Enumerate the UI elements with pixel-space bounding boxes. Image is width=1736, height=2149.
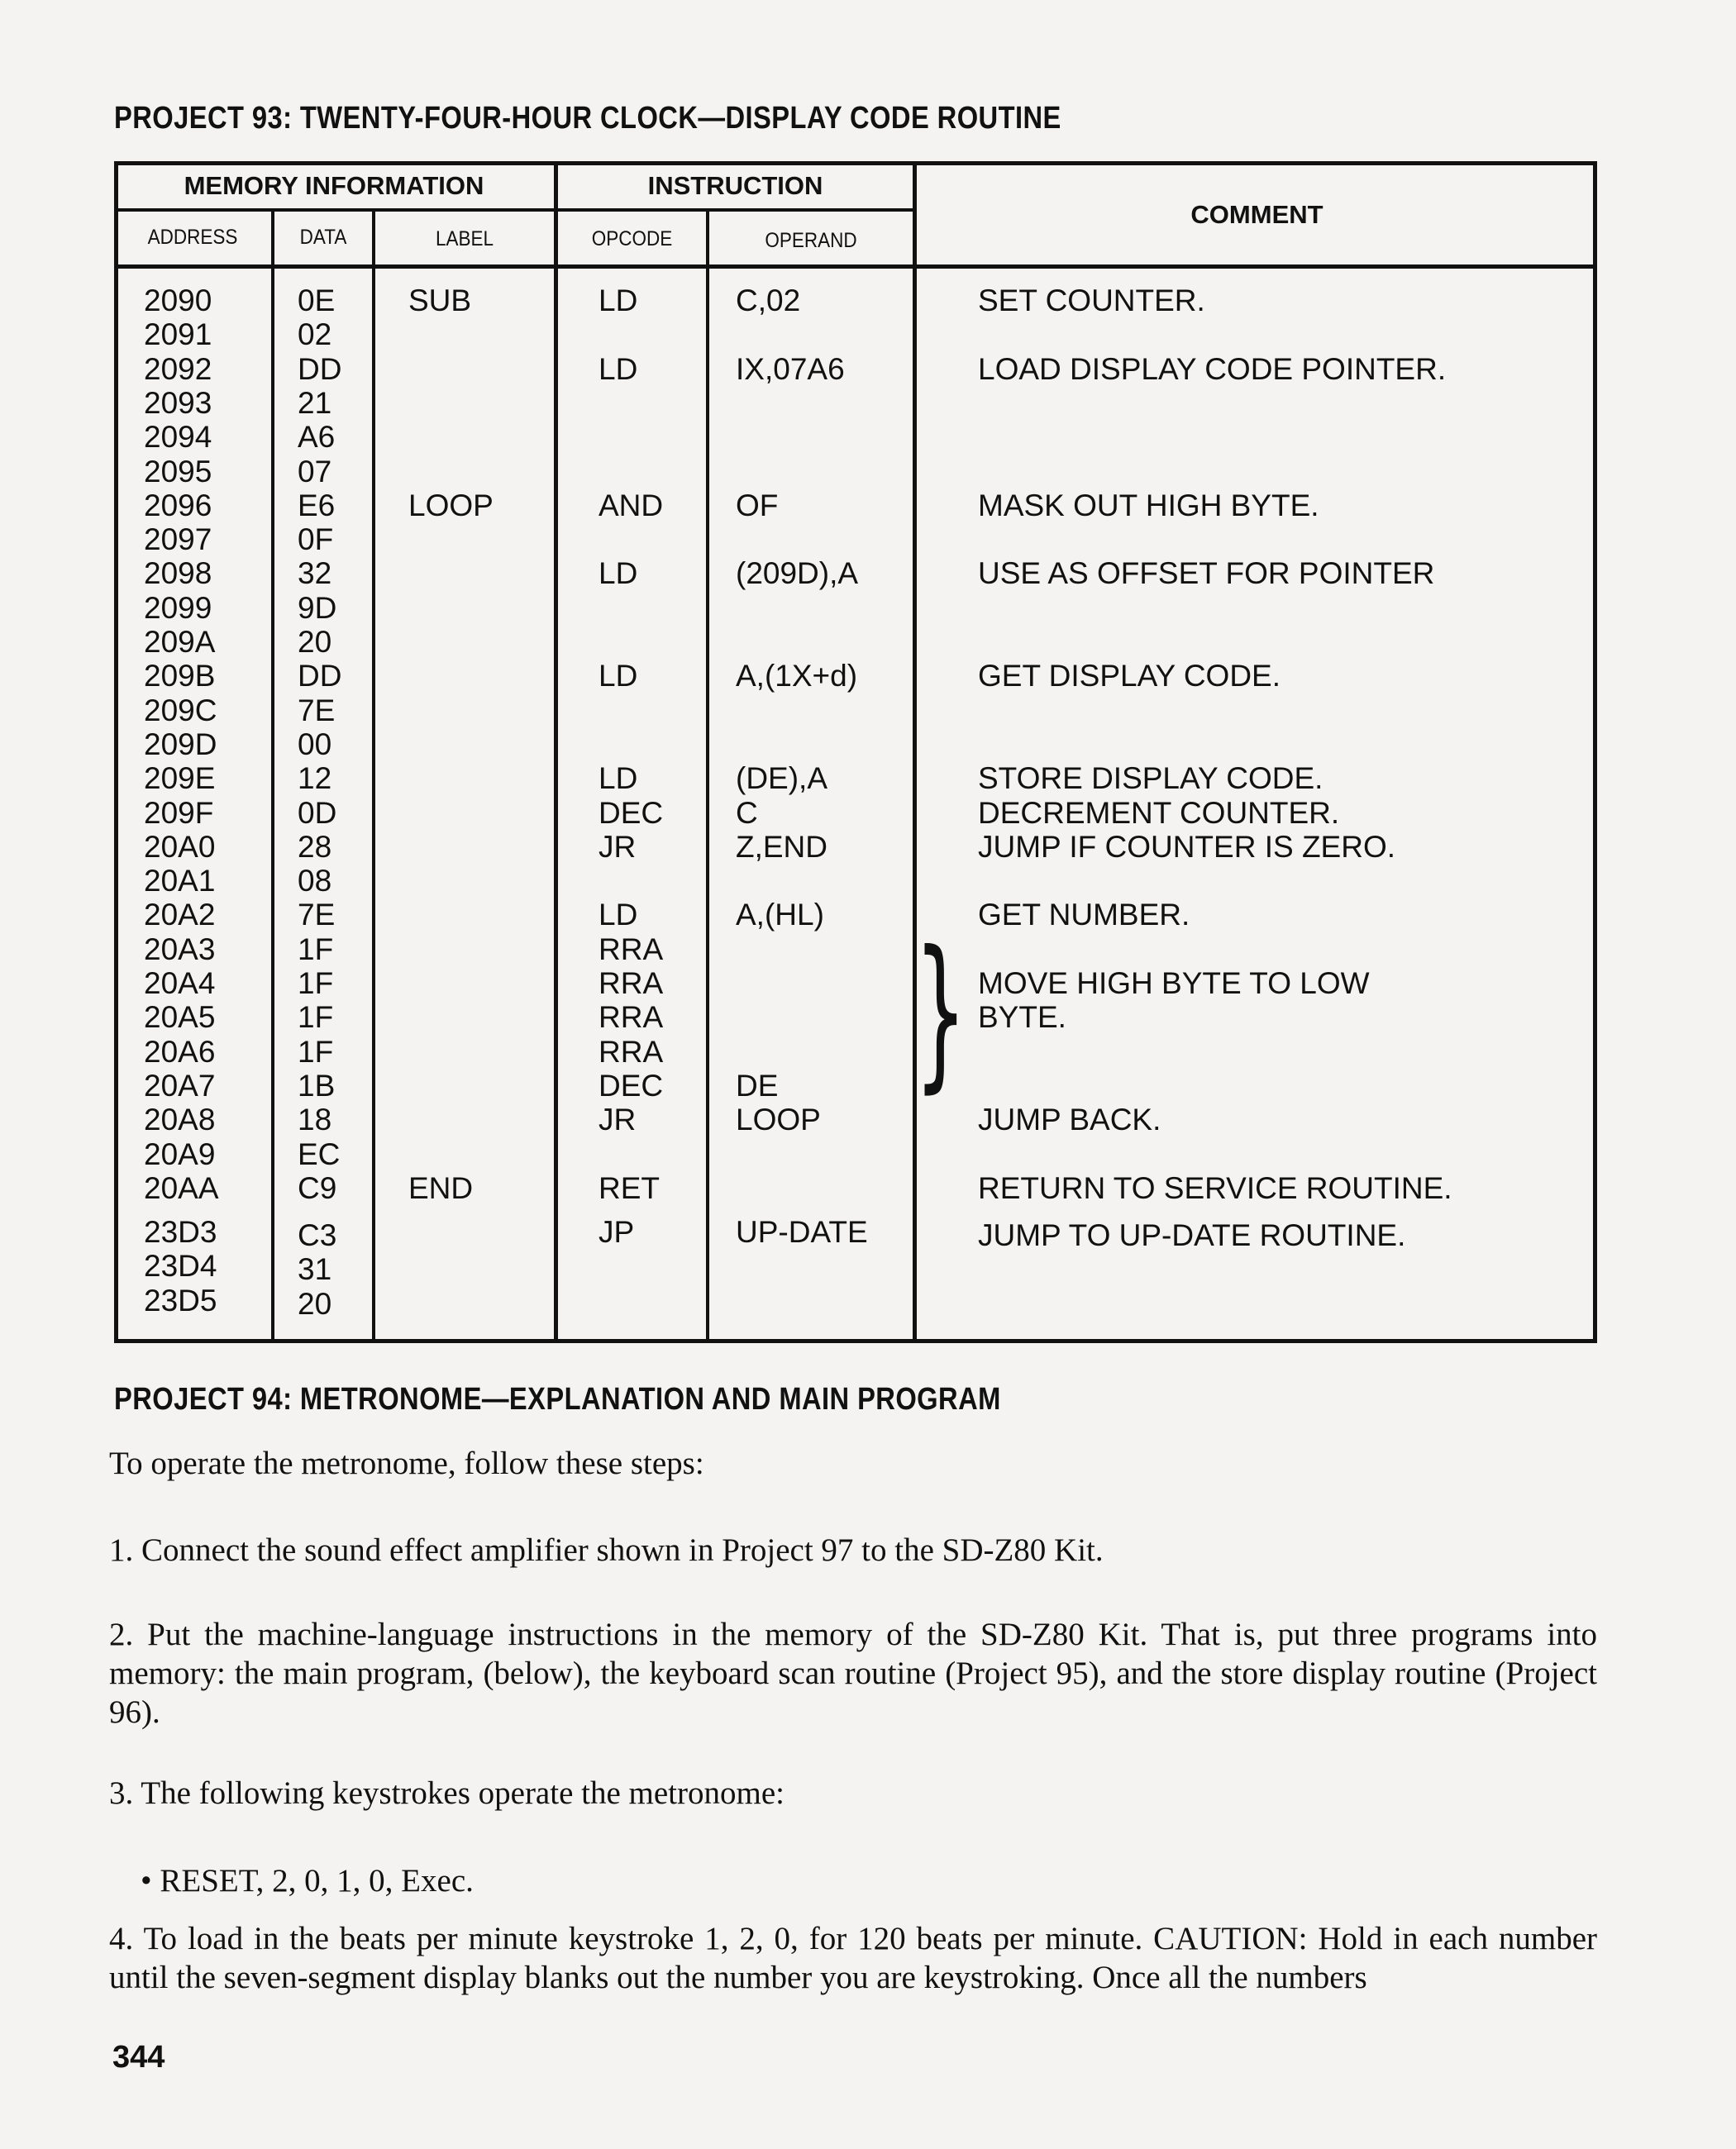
table-cell-opcode: JR [599, 829, 637, 864]
table-cell-address: 209B [144, 659, 216, 693]
opcode-operand-separator [706, 208, 709, 1343]
project-93-title: PROJECT 93: TWENTY-FOUR-HOUR CLOCK—DISPLAY CODE ROUTINE [114, 101, 1061, 136]
table-cell-data: 0E [298, 284, 336, 317]
table-cell-comment: SET COUNTER. [978, 284, 1205, 317]
header-divider [114, 264, 1597, 269]
table-cell-address: 2090 [144, 284, 212, 317]
table-cell-address: 2094 [144, 420, 212, 455]
table-cell-data: 7E [298, 693, 336, 727]
table-cell-comment: JUMP IF COUNTER IS ZERO. [978, 829, 1396, 864]
table-cell-data: DD [298, 351, 342, 386]
table-cell-opcode: LD [599, 284, 638, 317]
header-instruction: INSTRUCTION [647, 171, 823, 200]
header-data: DATA [299, 226, 347, 249]
header-opcode: OPCODE [591, 227, 673, 250]
table-cell-data: DD [298, 659, 342, 693]
table-cell-opcode: JR [599, 1103, 637, 1137]
table-cell-data: 9D [298, 590, 337, 625]
group-header-divider [114, 208, 914, 212]
table-cell-data: 02 [298, 317, 332, 352]
intro-text: To operate the metronome, follow these steps: [109, 1446, 704, 1481]
table-cell-address: 2096 [144, 488, 212, 522]
table-cell-operand: OF [736, 488, 779, 522]
table-cell-comment: MOVE HIGH BYTE TO LOW [978, 966, 1370, 1000]
brace-icon: } [914, 916, 967, 1108]
table-cell-data: 31 [298, 1252, 332, 1287]
table-cell-address: 209E [144, 761, 216, 796]
table-cell-data: C3 [298, 1218, 337, 1253]
table-cell-opcode: JP [599, 1215, 635, 1250]
table-cell-address: 20AA [144, 1170, 219, 1205]
table-cell-label: LOOP [408, 488, 494, 522]
table-cell-operand: A,(1X+d) [736, 659, 858, 693]
header-label: LABEL [435, 227, 494, 250]
address-data-separator [271, 208, 274, 1343]
table-cell-address: 209F [144, 795, 214, 830]
table-cell-comment: JUMP TO UP-DATE ROUTINE. [978, 1218, 1406, 1253]
table-cell-operand: A,(HL) [736, 898, 824, 932]
table-cell-data: E6 [298, 488, 336, 522]
table-cell-operand: (209D),A [736, 556, 859, 591]
table-cell-opcode: RET [599, 1170, 660, 1205]
table-cell-address: 20A3 [144, 932, 216, 966]
table-cell-operand: DE [736, 1068, 779, 1103]
memory-instruction-separator [554, 161, 558, 1343]
table-cell-data: 20 [298, 1286, 332, 1321]
table-cell-data: 32 [298, 556, 332, 591]
table-cell-data: 1F [298, 1034, 334, 1069]
table-cell-address: 2091 [144, 317, 212, 352]
table-cell-data: 20 [298, 625, 332, 659]
table-cell-opcode: LD [599, 659, 638, 693]
table-cell-data: 12 [298, 761, 332, 796]
table-cell-comment: BYTE. [978, 1000, 1066, 1035]
table-cell-data: 28 [298, 829, 332, 864]
table-cell-data: 0D [298, 795, 337, 830]
instruction-comment-separator [913, 161, 917, 1343]
table-cell-comment: MASK OUT HIGH BYTE. [978, 488, 1319, 522]
table-cell-label: END [408, 1170, 474, 1205]
table-cell-operand: UP-DATE [736, 1215, 868, 1250]
table-cell-address: 20A5 [144, 1000, 216, 1035]
header-operand: OPERAND [765, 229, 857, 252]
table-cell-address: 20A4 [144, 966, 216, 1000]
table-cell-opcode: RRA [599, 966, 664, 1000]
table-cell-address: 209A [144, 625, 216, 659]
table-cell-address: 2093 [144, 385, 212, 420]
table-cell-address: 20A1 [144, 864, 216, 898]
table-cell-data: 1B [298, 1068, 336, 1103]
table-cell-opcode: LD [599, 898, 638, 932]
table-cell-data: 18 [298, 1103, 332, 1137]
table-cell-comment: LOAD DISPLAY CODE POINTER. [978, 351, 1447, 386]
table-cell-operand: C [736, 795, 758, 830]
program-listing-table [114, 161, 1597, 1343]
table-cell-address: 23D3 [144, 1215, 217, 1250]
data-label-separator [372, 208, 375, 1343]
table-cell-address: 20A7 [144, 1068, 216, 1103]
table-cell-operand: IX,07A6 [736, 351, 845, 386]
table-cell-address: 20A9 [144, 1136, 216, 1171]
header-memory-information: MEMORY INFORMATION [184, 171, 484, 200]
table-cell-opcode: LD [599, 351, 638, 386]
step-1-text: 1. Connect the sound effect amplifier shown in Project 97 to the SD-Z80 Kit. [109, 1532, 1104, 1568]
table-cell-address: 2092 [144, 351, 212, 386]
table-cell-data: 0F [298, 522, 334, 557]
table-cell-address: 2095 [144, 454, 212, 488]
table-cell-data: 00 [298, 727, 332, 761]
page-number: 344 [112, 2040, 165, 2075]
table-cell-address: 20A8 [144, 1103, 216, 1137]
table-cell-data: 1F [298, 1000, 334, 1035]
table-cell-address: 2097 [144, 522, 212, 557]
table-cell-data: 1F [298, 966, 334, 1000]
table-cell-data: 1F [298, 932, 334, 966]
header-comment: COMMENT [1190, 200, 1323, 229]
header-address: ADDRESS [147, 226, 238, 249]
table-cell-address: 20A0 [144, 829, 216, 864]
table-cell-opcode: LD [599, 556, 638, 591]
table-cell-address: 23D5 [144, 1283, 217, 1318]
table-cell-comment: GET DISPLAY CODE. [978, 659, 1281, 693]
table-cell-data: 07 [298, 454, 332, 488]
table-cell-operand: Z,END [736, 829, 827, 864]
table-cell-comment: RETURN TO SERVICE ROUTINE. [978, 1170, 1452, 1205]
table-cell-data: A6 [298, 420, 336, 455]
table-cell-address: 2098 [144, 556, 212, 591]
table-cell-operand: LOOP [736, 1103, 821, 1137]
step-4-text: 4. To load in the beats per minute keystroke 1, 2, 0, for 120 beats per minute. CAUTION: Hold in each number until the seven-segment display blanks out the number you are keystroking. Once all the numbers [109, 1921, 1597, 1995]
table-cell-operand: (DE),A [736, 761, 827, 796]
table-cell-opcode: RRA [599, 1034, 664, 1069]
table-cell-opcode: DEC [599, 795, 664, 830]
table-cell-opcode: LD [599, 761, 638, 796]
table-cell-data: 21 [298, 385, 332, 420]
table-cell-opcode: DEC [599, 1068, 664, 1103]
table-cell-data: 08 [298, 864, 332, 898]
table-cell-label: SUB [408, 284, 472, 317]
table-cell-comment: GET NUMBER. [978, 898, 1190, 932]
table-cell-data: 7E [298, 898, 336, 932]
table-cell-opcode: AND [599, 488, 664, 522]
table-cell-comment: USE AS OFFSET FOR POINTER [978, 556, 1435, 591]
table-cell-address: 2099 [144, 590, 212, 625]
table-cell-data: EC [298, 1136, 341, 1171]
bullet-keystrokes: • RESET, 2, 0, 1, 0, Exec. [141, 1863, 474, 1899]
table-cell-operand: C,02 [736, 284, 801, 317]
table-cell-address: 20A6 [144, 1034, 216, 1069]
table-cell-comment: STORE DISPLAY CODE. [978, 761, 1323, 796]
table-cell-opcode: RRA [599, 932, 664, 966]
table-cell-address: 23D4 [144, 1249, 217, 1284]
table-cell-data: C9 [298, 1170, 337, 1205]
table-cell-address: 209C [144, 693, 217, 727]
step-2-text: 2. Put the machine-language instructions in the memory of the SD-Z80 Kit. That is, put three programs into memory: the main program, (below), the keyboard scan routine (Project 95), and the store display routine (Project 96). [109, 1617, 1597, 1730]
table-cell-comment: DECREMENT COUNTER. [978, 795, 1340, 830]
project-94-title: PROJECT 94: METRONOME—EXPLANATION AND MAIN PROGRAM [114, 1382, 1001, 1417]
table-cell-address: 20A2 [144, 898, 216, 932]
step-3-text: 3. The following keystrokes operate the metronome: [109, 1775, 785, 1811]
table-cell-opcode: RRA [599, 1000, 664, 1035]
table-cell-comment: JUMP BACK. [978, 1103, 1161, 1137]
table-cell-address: 209D [144, 727, 217, 761]
